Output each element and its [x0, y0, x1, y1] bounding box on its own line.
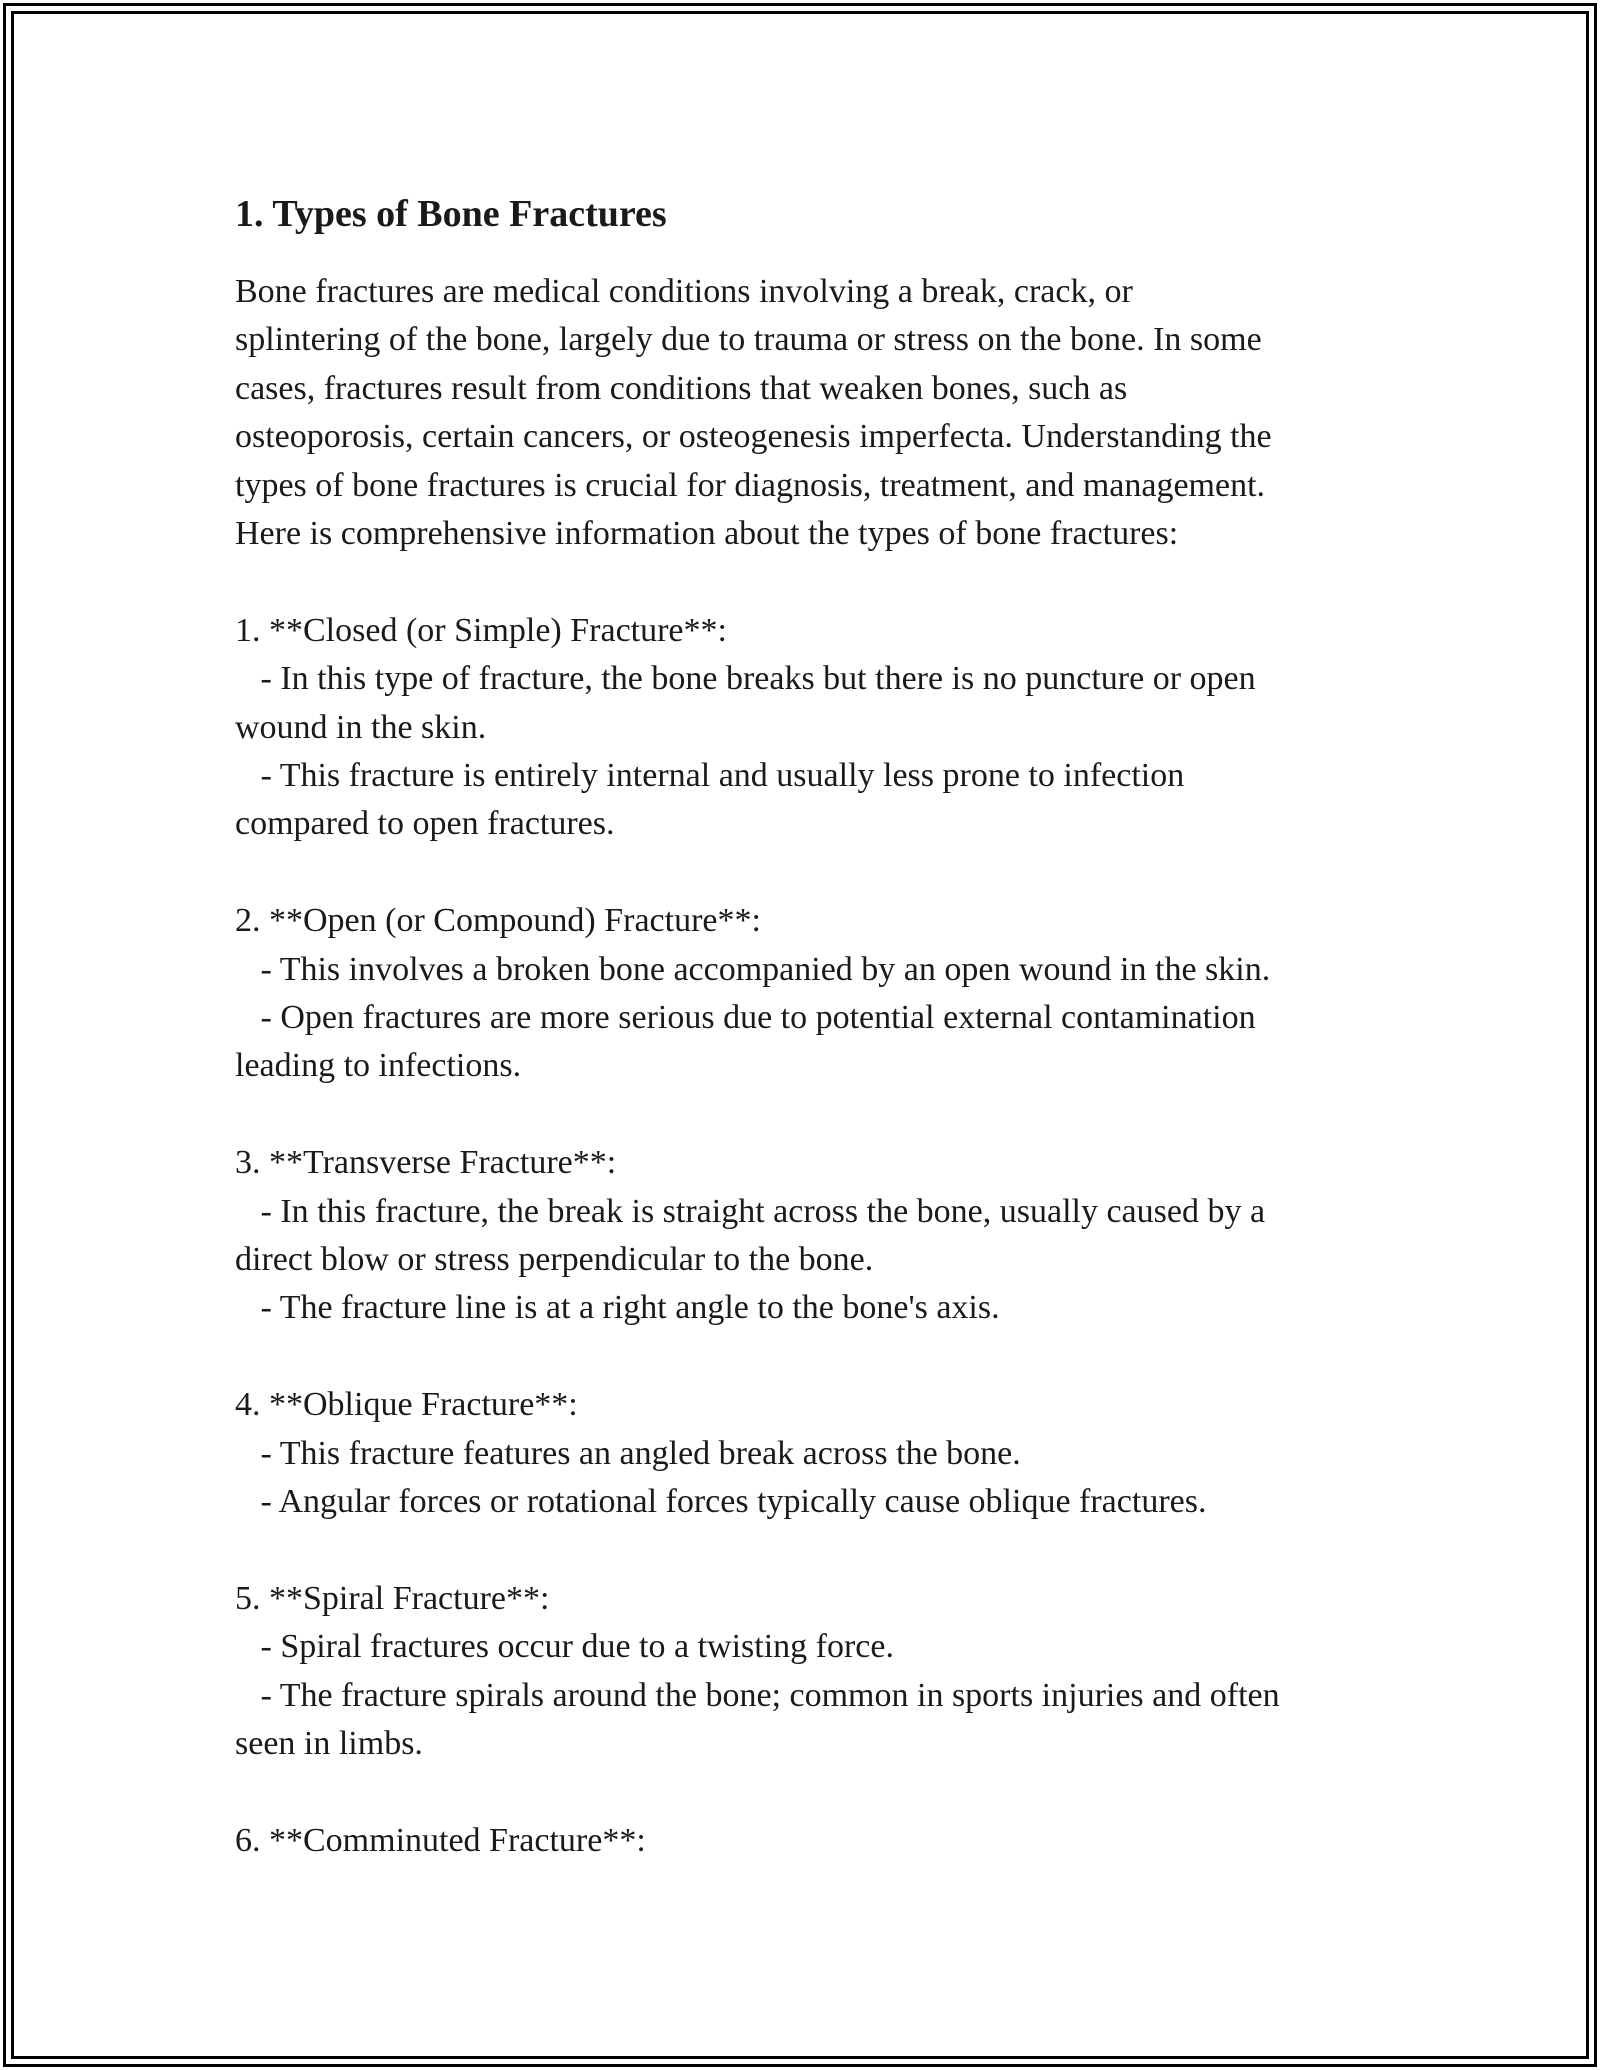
spacer: [235, 1333, 1375, 1381]
item-heading: 1. **Closed (or Simple) Fracture**:: [235, 611, 727, 649]
item-heading: 3. **Transverse Fracture**:: [235, 1144, 617, 1182]
document-title: 1. Types of Bone Fractures: [235, 193, 667, 235]
item-heading: 6. **Comminuted Fracture**:: [235, 1821, 646, 1859]
spacer: [235, 1769, 1375, 1817]
document-content: [235, 182, 1375, 1865]
spacer: [235, 1527, 1375, 1575]
spacer: [235, 849, 1375, 897]
item-body: - This fracture features an angled break across the bone. - Angular forces or rotational forces typically cause oblique fractures.: [260, 1434, 1207, 1521]
intro-paragraph: Bone fractures are medical conditions involving a break, crack, or splintering of the bone, largely due to trauma or stress on the bone. In some cases, fractures result from conditions that weaken bones, such as osteoporosis, certain cancers, or osteogenesis imperfecta. Understanding the types of bone fractures is crucial for diagnosis, treatment, and management. Here is comprehensive information about the types of bone fractures:: [235, 273, 1272, 553]
item-body: - In this type of fracture, the bone breaks but there is no puncture or open wound in the skin. - This fracture is entirely internal and usually less prone to infection compared to open fractures.: [235, 660, 1256, 843]
item-heading: 5. **Spiral Fracture**:: [235, 1579, 550, 1617]
item-body: - Spiral fractures occur due to a twisting force. - The fracture spirals around the bone; common in sports injuries and often seen in limbs.: [235, 1628, 1280, 1763]
item-heading: 4. **Oblique Fracture**:: [235, 1386, 578, 1424]
spacer: [235, 558, 1375, 606]
spacer: [235, 1091, 1375, 1139]
item-body: - In this fracture, the break is straight across the bone, usually caused by a direct blow or stress perpendicular to the bone. - The fracture line is at a right angle to the bone's axis.: [235, 1192, 1266, 1327]
item-body: - This involves a broken bone accompanied by an open wound in the skin. - Open fractures are more serious due to potential external contamination leading to infections.: [235, 950, 1271, 1085]
item-heading: 2. **Open (or Compound) Fracture**:: [235, 902, 761, 940]
